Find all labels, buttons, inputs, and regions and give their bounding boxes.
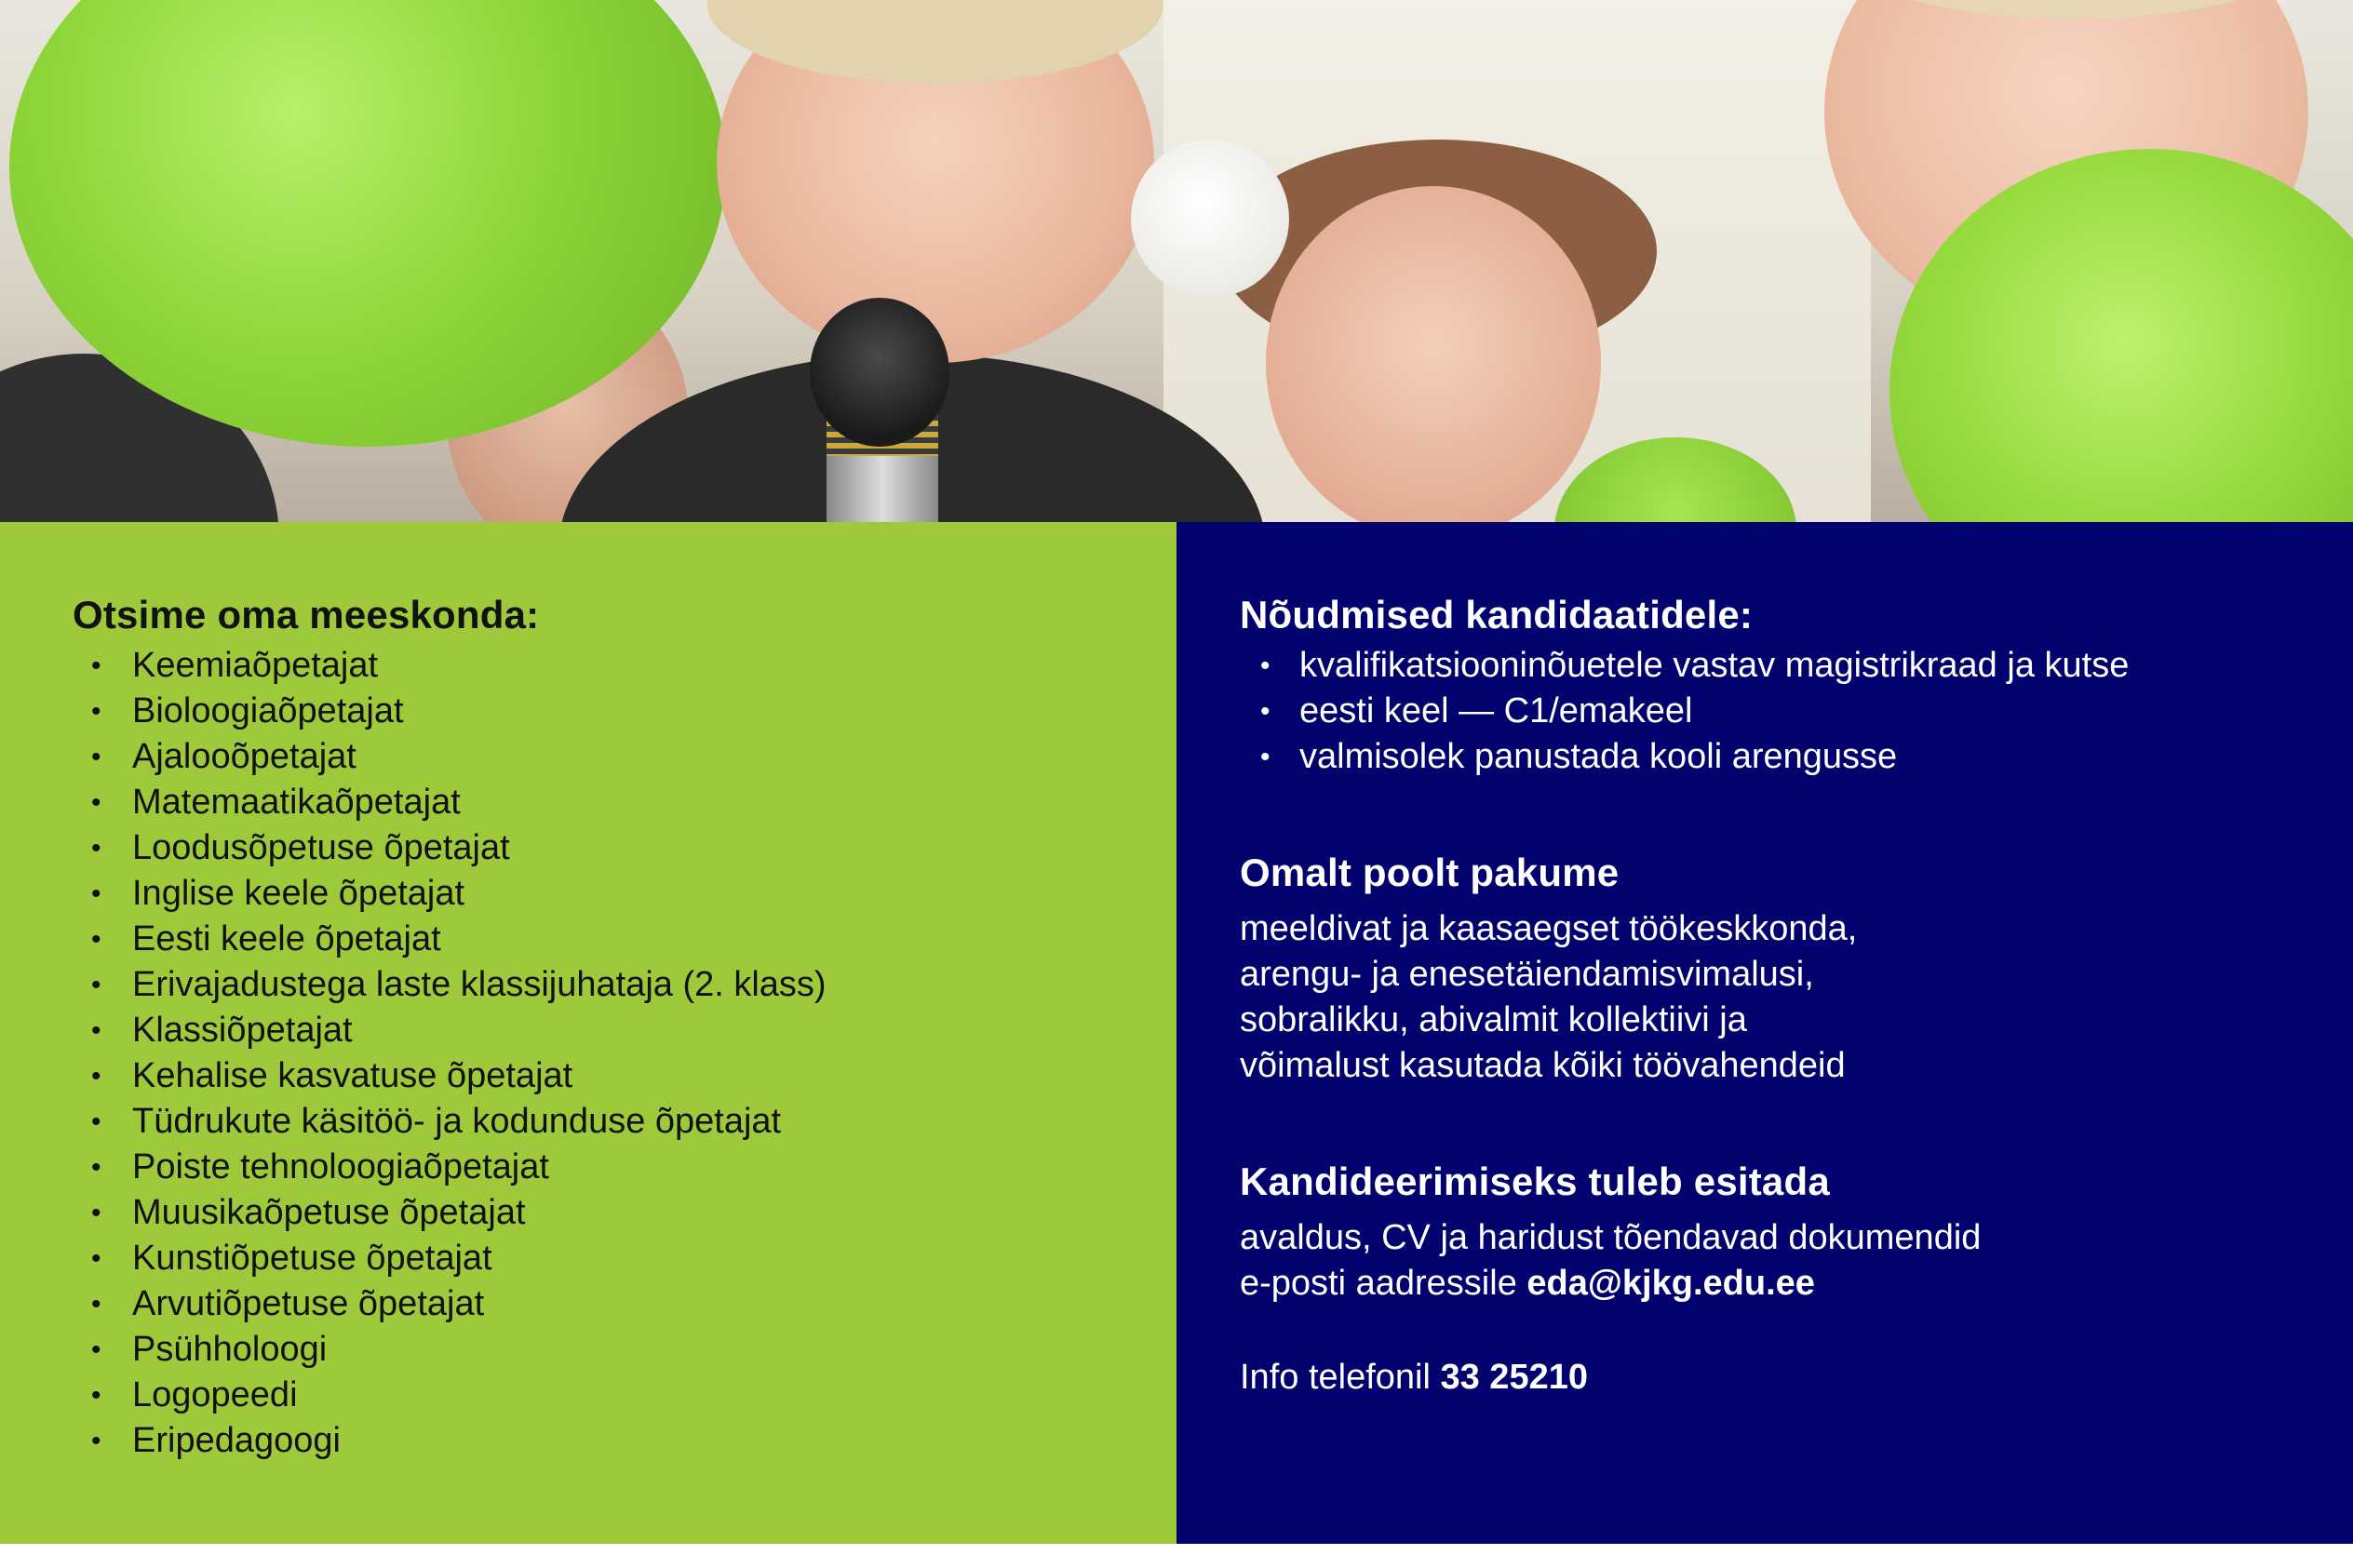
requirements-heading: Nõudmised kandidaatidele: — [1240, 593, 1754, 637]
list-item: • Erivajadustega laste klassijuhataja (2. klass) — [73, 962, 1176, 1008]
list-item: • Psühholoogi — [73, 1327, 1176, 1373]
offer-heading: Omalt poolt pakume — [1240, 851, 1620, 894]
microphone-icon — [810, 298, 949, 447]
list-item: • Muusikaõpetuse õpetajat — [73, 1190, 1176, 1236]
list-item: • Klassiõpetajat — [73, 1008, 1176, 1053]
requirements-list — [1240, 643, 2353, 780]
offer-line: sobralikku, abivalmit kollektiivi ja — [1240, 1000, 1747, 1039]
list-item: • Tüdrukute käsitöö- ja kodunduse õpetajat — [73, 1099, 1176, 1145]
hero-photo — [0, 0, 2353, 522]
apply-email-line — [1240, 1261, 2353, 1307]
list-item: • Loodusõpetuse õpetajat — [73, 825, 1176, 871]
email-link[interactable]: eda@kjkg.edu.ee — [1526, 1264, 1815, 1303]
offer-line: meeldivat ja kaasaegset töökeskkonda, — [1240, 909, 1858, 948]
apply-documents-line: avaldus, CV ja haridust tõendavad dokumendid — [1240, 1218, 1982, 1257]
phone-prefix: Info telefonil — [1240, 1358, 1441, 1397]
list-item: • Kehalise kasvatuse õpetajat — [73, 1053, 1176, 1099]
phone-line — [1240, 1355, 2353, 1400]
apply-section — [1240, 1158, 2353, 1400]
apply-text — [1240, 1215, 2353, 1400]
hero-white-pompom — [1131, 140, 1289, 298]
list-item: • Inglise keele õpetajat — [73, 871, 1176, 917]
list-item: • Eripedagoogi — [73, 1418, 1176, 1464]
spacer — [1240, 1307, 2353, 1355]
list-item: • Bioloogiaõpetajat — [73, 689, 1176, 734]
list-item: • Ajalooõpetajat — [73, 734, 1176, 780]
list-item: • Logopeedi — [73, 1373, 1176, 1418]
list-item: • Keemiaõpetajat — [73, 643, 1176, 689]
list-item: • eesti keel — C1/emakeel — [1240, 689, 2353, 734]
email-prefix: e-posti aadressile — [1240, 1264, 1527, 1303]
list-item: • valmisolek panustada kooli arengusse — [1240, 734, 2353, 780]
list-item: • kvalifikatsiooninõuetele vastav magistrikraad ja kutse — [1240, 643, 2353, 689]
positions-heading: Otsime oma meeskonda: — [73, 593, 540, 637]
apply-heading: Kandideerimiseks tuleb esitada — [1240, 1159, 1830, 1203]
list-item: • Arvutiõpetuse õpetajat — [73, 1281, 1176, 1327]
offer-line: võimalust kasutada kõiki töövahendeid — [1240, 1046, 1846, 1085]
details-panel — [1176, 522, 2353, 1544]
offer-line: arengu- ja enesetäiendamisvimalusi, — [1240, 955, 1814, 994]
requirements-section — [1240, 591, 2353, 780]
list-item: • Poiste tehnoloogiaõpetajat — [73, 1145, 1176, 1190]
positions-list — [73, 643, 1176, 1464]
list-item: • Matemaatikaõpetajat — [73, 780, 1176, 825]
positions-panel — [0, 522, 1176, 1544]
hero-girl-face — [1266, 186, 1601, 522]
list-item: • Eesti keele õpetajat — [73, 917, 1176, 962]
list-item: • Kunstiõpetuse õpetajat — [73, 1236, 1176, 1281]
offer-section — [1240, 849, 2353, 1089]
offer-text — [1240, 906, 2353, 1089]
phone-number[interactable]: 33 25210 — [1440, 1358, 1588, 1397]
